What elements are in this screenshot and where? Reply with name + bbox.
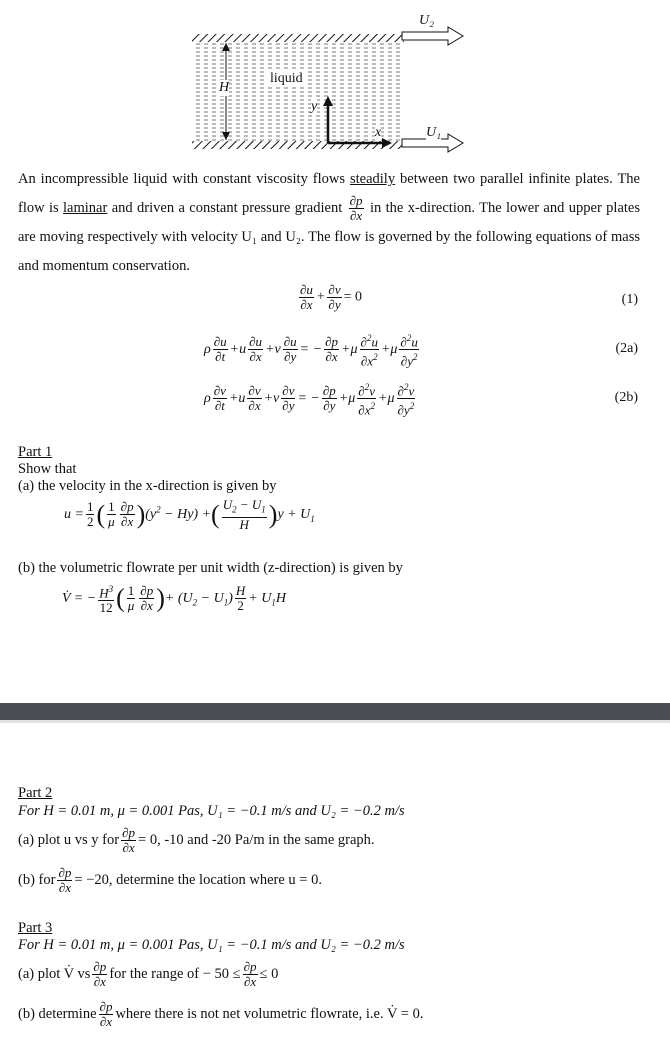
pressure-gradient-fraction: $\frac{\partial p}{\partial x}$ — [349, 193, 363, 224]
page-divider — [0, 703, 670, 720]
part3-b: (b) determine $\frac{\partial p}{\partial x}$ where there is not net volumetric flowrate, i.e. V̇ = 0. — [18, 999, 424, 1029]
label-U2: U₂ — [419, 13, 434, 28]
label-x: x — [375, 125, 382, 140]
label-liquid: liquid — [270, 71, 303, 86]
part1-a-text: (a) the velocity in the x-direction is given by — [18, 478, 277, 494]
part1-show-that: Show that — [18, 461, 77, 477]
continuity-equation: $\frac{\partial u}{\partial x}$ + $\frac{\partial v}{\partial y}$ = 0 — [300, 282, 362, 312]
intro-paragraph: An incompressible liquid with constant viscosity flows steadily between two parallel infinite plates. The flow is laminar and driven a constant pressure gradient $\frac{\partial p}{\partial x}$ in the x-direction. The lower and upper plates are moving respectively with velocity U₁ and U₂. The flow is governed by the following equations of mass and momentum conservation. — [18, 171, 640, 275]
y-momentum-equation: ρ $\frac{\partial v}{\partial t}$ +u $\frac{\partial v}{\partial x}$ +v $\frac{\partial v}{\partial y}$ = − $\frac{\partial p}{\partial y}$ +μ $\frac{\partial^2v}{\partial x^2}$ +μ $\frac{\partial^2v}{\partial y^2}$ — [204, 382, 415, 418]
part2-b: (b) for $\frac{\partial p}{\partial x}$ = −20, determine the location where u = 0. — [18, 865, 322, 895]
part1-heading: Part 1 — [18, 444, 53, 460]
part3-heading: Part 3 — [18, 920, 53, 936]
label-U1: U₁ — [426, 125, 441, 140]
part3-given: For H = 0.01 m, μ = 0.001 Pas, U₁ = −0.1 m/s and U₂ = −0.2 m/s — [18, 937, 405, 953]
part2-a: (a) plot u vs y for $\frac{\partial p}{\partial x}$ = 0, -10 and -20 Pa/m in the same graph. — [18, 825, 375, 855]
equation-number-2a: (2a) — [615, 341, 638, 356]
flowrate-equation: V̇ = − $\frac{H^3}{12}$ ( $\frac{1}{\mu}$ $\frac{\partial p}{\partial x}$ )+ $(U_2 - U_1)$ $\frac{H}{2}$ + $U_1H$ — [62, 583, 286, 616]
equation-number-1: (1) — [621, 292, 638, 307]
part2-given: For H = 0.01 m, μ = 0.001 Pas, U₁ = −0.1 m/s and U₂ = −0.2 m/s — [18, 803, 405, 819]
part1-b-text: (b) the volumetric flowrate per unit width (z-direction) is given by — [18, 560, 403, 576]
x-momentum-equation: ρ $\frac{\partial u}{\partial t}$ +u $\frac{\partial u}{\partial x}$ +v $\frac{\partial u}{\partial y}$ = − $\frac{\partial p}{\partial x}$ +μ $\frac{\partial^2u}{\partial x^2}$ +μ $\frac{\partial^2u}{\partial y^2}$ — [204, 333, 418, 369]
steadily-word: steadily — [349, 171, 396, 187]
label-y: y — [311, 99, 318, 114]
label-H: H — [219, 80, 230, 95]
upper-plate — [192, 34, 404, 42]
laminar-word: laminar — [63, 200, 108, 216]
part2-heading: Part 2 — [18, 785, 53, 801]
part3-a: (a) plot V̇ vs $\frac{\partial p}{\partial x}$ for the range of − 50 ≤ $\frac{\partial p}{\partial x}$ ≤ 0 — [18, 959, 279, 989]
equation-number-2b: (2b) — [614, 390, 638, 405]
upper-velocity-arrow — [402, 27, 463, 45]
velocity-profile-equation: u = $\frac{1}{2}$ ( $\frac{1}{\mu}$ $\frac{\partial p}{\partial x}$ )$(y^2 - Hy)$ +( $\frac{U_2 - U_1}{H}$ )$y + U_1$ — [64, 497, 315, 532]
